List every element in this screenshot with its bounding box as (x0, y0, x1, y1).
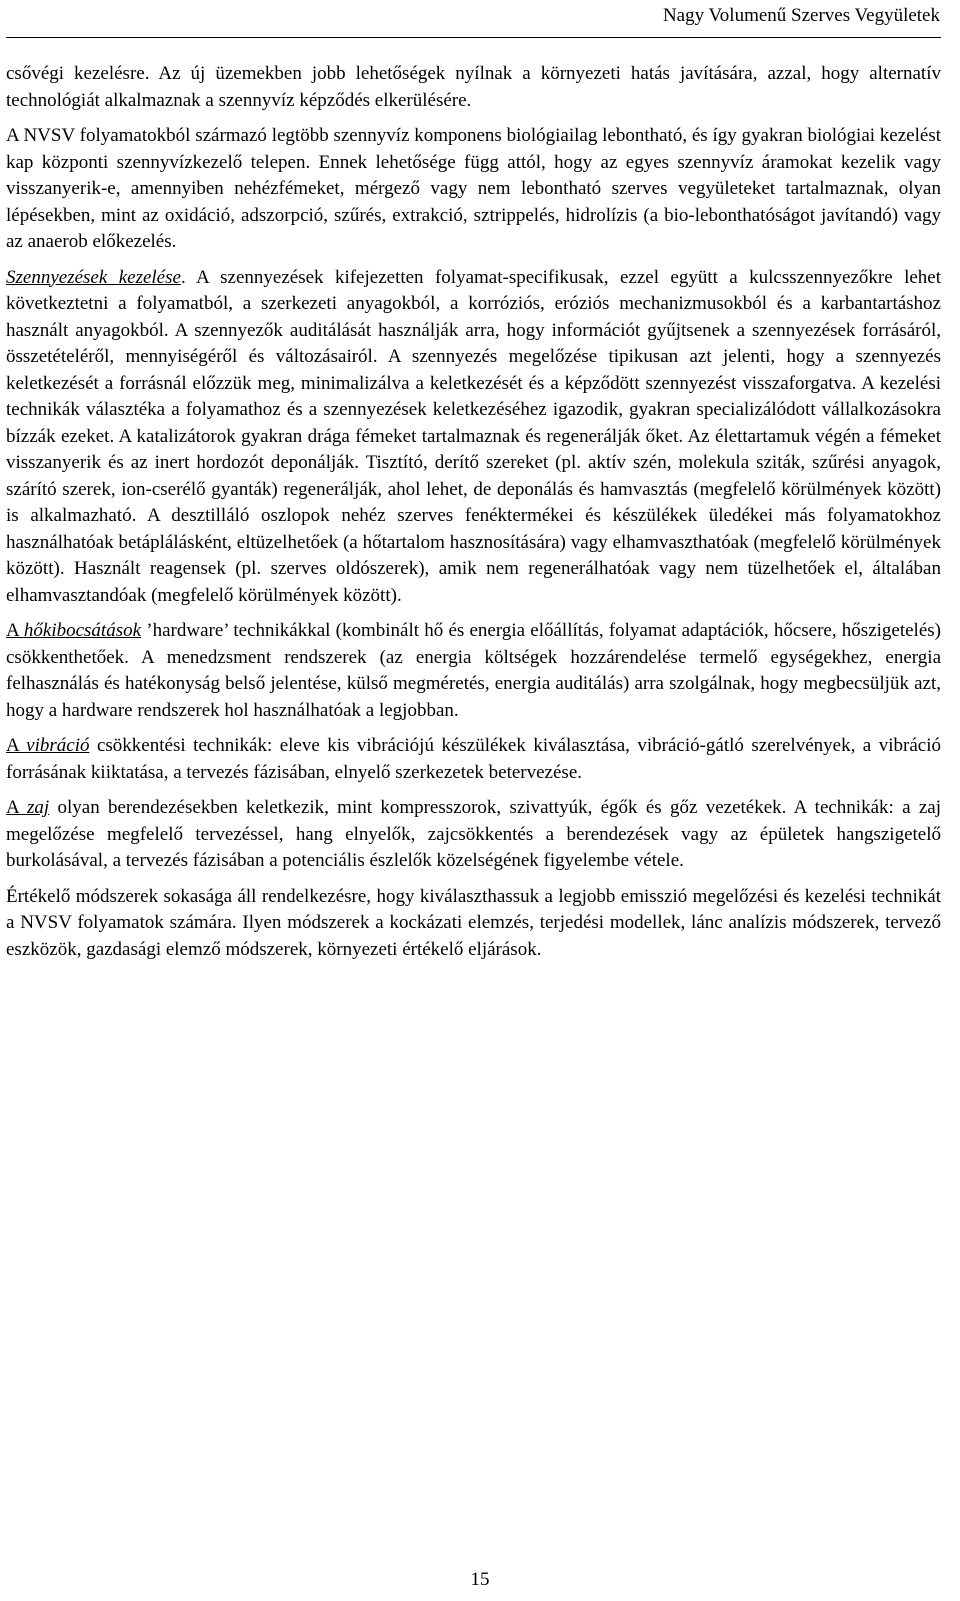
paragraph-heat-emission (6, 618, 941, 724)
paragraph-text: . A szennyezések kifejezetten folyamat-specifikusak, ezzel együtt a kulcsszennyezőkre lehet következtetni a folyamatból, a szerkezeti anyagokból, a korróziós, eróziós mechanizmusokból és a karbantartáshoz használt anyagokból. A szennyezők auditálását használják arra, hogy információt gyűjtsenek a szennyezések forrásáról, összetételéről, mennyiségéről és változásairól. A szennyezés megelőzése tipikusan azt jelenti, hogy a szennyezés keletkezését a forrásnál előzzük meg, minimalizálva a keletkezését és a képződött szennyezést visszaforgatva. A kezelési technikák választéka a folyamathoz és a szennyezések keletkezéséhez igazodik, gyakran specializálódott vállalkozásokra bízzák ezeket. A katalizátorok gyakran drága fémeket tartalmaznak és regenerálják őket. Az élettartamuk végén a fémeket visszanyerik és az inert hordozót deponálják. Tisztító, derítő szereket (pl. aktív szén, molekula sziták, szűrési anyagok, szárító szerek, ion-cserélő gyanták) regenerálják, ahol lehet, de deponálás és hamvasztás (megfelelő körülmények között) is alkalmazható. A desztilláló oszlopok nehéz szerves fenéktermékei és készülékek üledékei más folyamatokhoz használhatóak betáplálásként, eltüzelhetőek (a hőtartalom hasznosítására) vagy elhamvaszthatóak (megfelelő körülmények között). Használt reagensek (pl. szerves oldószerek), amik nem regenerálhatóak vagy nem tüzelhetőek el, általában elhamvasztandóak (megfelelő körülmények között). (6, 266, 941, 606)
lead-article: A (6, 735, 27, 756)
paragraph-noise (6, 795, 941, 875)
page-number: 15 (470, 1569, 490, 1590)
running-header: Nagy Volumenű Szerves Vegyületek (662, 5, 940, 26)
header-rule (6, 37, 941, 38)
section-lead-term: zaj (26, 797, 50, 818)
lead-article: A (6, 620, 24, 641)
paragraph-text: csökkentési technikák: eleve kis vibrációjú készülékek kiválasztása, vibráció-gátló szerelvények, a vibráció forrásának kiiktatása, a tervezés fázisában, elnyelő szerkezetek betervezése. (6, 735, 941, 783)
lead-article: A (6, 797, 27, 818)
section-lead-term: vibráció (26, 735, 90, 756)
paragraph-text: ’hardware’ technikákkal (kombinált hő és energia előállítás, folyamat adaptációk, hőcsere, hőszigetelés) csökkenthetőek. A menedzsment rendszerek (az energia költségek hozzárendelése termelő egységekhez, energia felhasználás és hatékonyság belső jelentése, külső megméretés, energia auditálás) arra szolgálnak, hogy megbecsüljük azt, hogy a hardware rendszerek hol használhatóak a legjobban. (6, 620, 941, 721)
body-text (6, 61, 941, 963)
paragraph-contamination (6, 265, 941, 610)
paragraph-text: olyan berendezésekben keletkezik, mint kompresszorok, szivattyúk, égők és gőz vezetékek. A technikák: a zaj megelőzése megfelelő tervezéssel, hang elnyelők, zajcsökkentés a berendezések vagy az épületek hangszigetelő burkolásával, a tervezés fázisában a potenciális észlelők közelségének figyelembe vétele. (6, 797, 941, 871)
paragraph-vibration (6, 733, 941, 786)
paragraph-evaluation-methods (6, 884, 941, 964)
paragraph-text: Értékelő módszerek sokasága áll rendelkezésre, hogy kiválaszthassuk a legjobb emisszió megelőzési és kezelési technikát a NVSV folyamatok számára. Ilyen módszerek a kockázati elemzés, terjedési modellek, lánc analízis módszerek, tervező eszközök, gazdasági elemző módszerek, környezeti értékelő eljárások. (6, 885, 941, 960)
paragraph-text: csővégi kezelésre. Az új üzemekben jobb lehetőségek nyílnak a környezeti hatás javítására, azzal, hogy alternatív technológiát alkalmaznak a szennyvíz képződés elkerülésére. (6, 63, 941, 111)
paragraph-text: A NVSV folyamatokból származó legtöbb szennyvíz komponens biológiailag lebontható, és így gyakran biológiai kezelést kap központi szennyvízkezelő telepen. Ennek lehetősége függ attól, hogy az egyes szennyvíz áramokat kezelik vagy visszanyerik-e, amennyiben nehézfémeket, mérgező vagy nem lebontható szerves vegyületeket tartalmaznak, olyan lépésekben, mint az oxidáció, adszorpció, szűrés, extrakció, sztrippelés, hidrolízis (a bio-lebonthatóságot javítandó) vagy az anaerob előkezelés. (6, 125, 941, 252)
section-lead-term: Szennyezések kezelése (6, 266, 181, 288)
paragraph-continuation (6, 61, 941, 114)
paragraph-wastewater (6, 123, 941, 256)
section-lead-term: hőkibocsátások (23, 620, 142, 641)
